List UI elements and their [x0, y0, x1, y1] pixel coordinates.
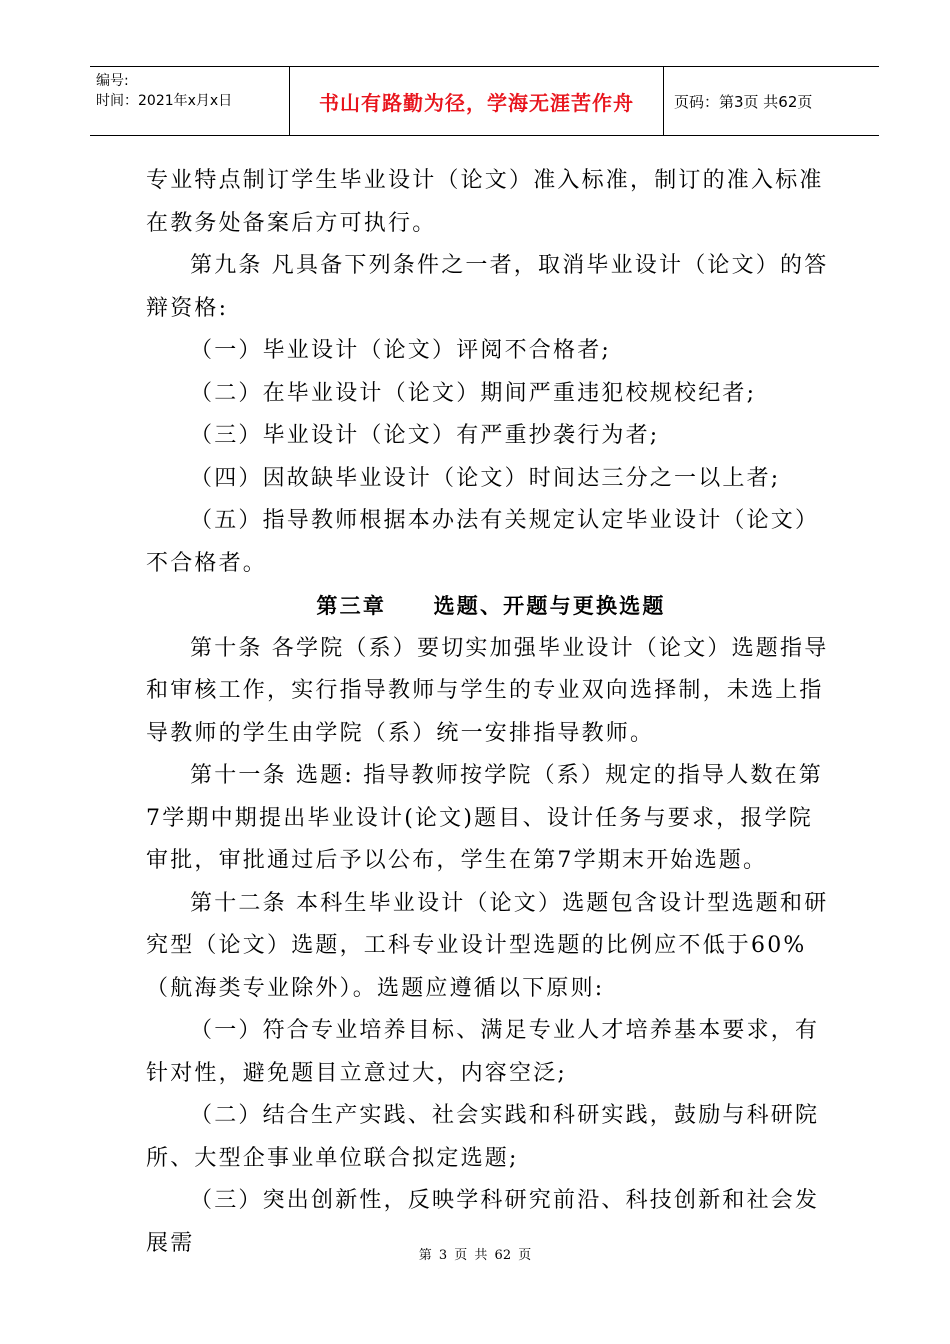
document-number-label: 编号:: [96, 73, 129, 89]
document-time-label: 时间：2021年x月x日: [96, 93, 233, 109]
list-item: （五）指导教师根据本办法有关规定认定毕业设计（论文）不合格者。: [146, 508, 820, 576]
chapter-heading: 第三章 选题、开题与更换选题: [316, 594, 666, 618]
paragraph: 第十二条 本科生毕业设计（论文）选题包含设计型选题和研究型（论文）选题，工科专业设计型选题的比例应不低于60%（航海类专业除外）。选题应遵循以下原则:: [146, 890, 829, 1001]
list-item: （一）毕业设计（论文）评阅不合格者;: [190, 338, 612, 363]
list-item: （三）毕业设计（论文）有严重抄袭行为者;: [190, 423, 660, 448]
paragraph: 第十条 各学院（系）要切实加强毕业设计（论文）选题指导和审核工作，实行指导教师与学生的专业双向选择制，未选上指导教师的学生由学院（系）统一安排指导教师。: [146, 635, 829, 746]
document-body: [146, 160, 836, 1265]
list-item: （二）结合生产实践、社会实践和科研实践，鼓励与科研院所、大型企事业单位联合拟定选题;: [146, 1103, 820, 1171]
list-item: （一）符合专业培养目标、满足专业人才培养基本要求，有针对性，避免题目立意过大，内容空泛;: [146, 1018, 820, 1086]
list-item: （三）突出创新性，反映学科研究前沿、科技创新和社会发展需: [146, 1188, 820, 1256]
header-meta: [90, 67, 290, 135]
paragraph: 专业特点制订学生毕业设计（论文）准入标准，制订的准入标准在教务处备案后方可执行。: [146, 168, 824, 236]
header-motto: 书山有路勤为径，学海无涯苦作舟: [290, 67, 664, 135]
list-item: （二）在毕业设计（论文）期间严重违犯校规校纪者;: [190, 380, 757, 406]
paragraph: 第九条 凡具备下列条件之一者，取消毕业设计（论文）的答辩资格:: [146, 253, 829, 321]
header-page-info: 页码：第3页 共62页: [674, 92, 813, 111]
page-header: [90, 66, 879, 136]
paragraph: 第十一条 选题: 指导教师按学院（系）规定的指导人数在第7学期中期提出毕业设计(论文)题目、设计任务与要求，报学院审批，审批通过后予以公布，学生在第7学期末开始选题。: [146, 763, 824, 873]
list-item: （四）因故缺毕业设计（论文）时间达三分之一以上者;: [190, 465, 781, 491]
page-footer: 第 3 页 共 62 页: [418, 1248, 532, 1263]
